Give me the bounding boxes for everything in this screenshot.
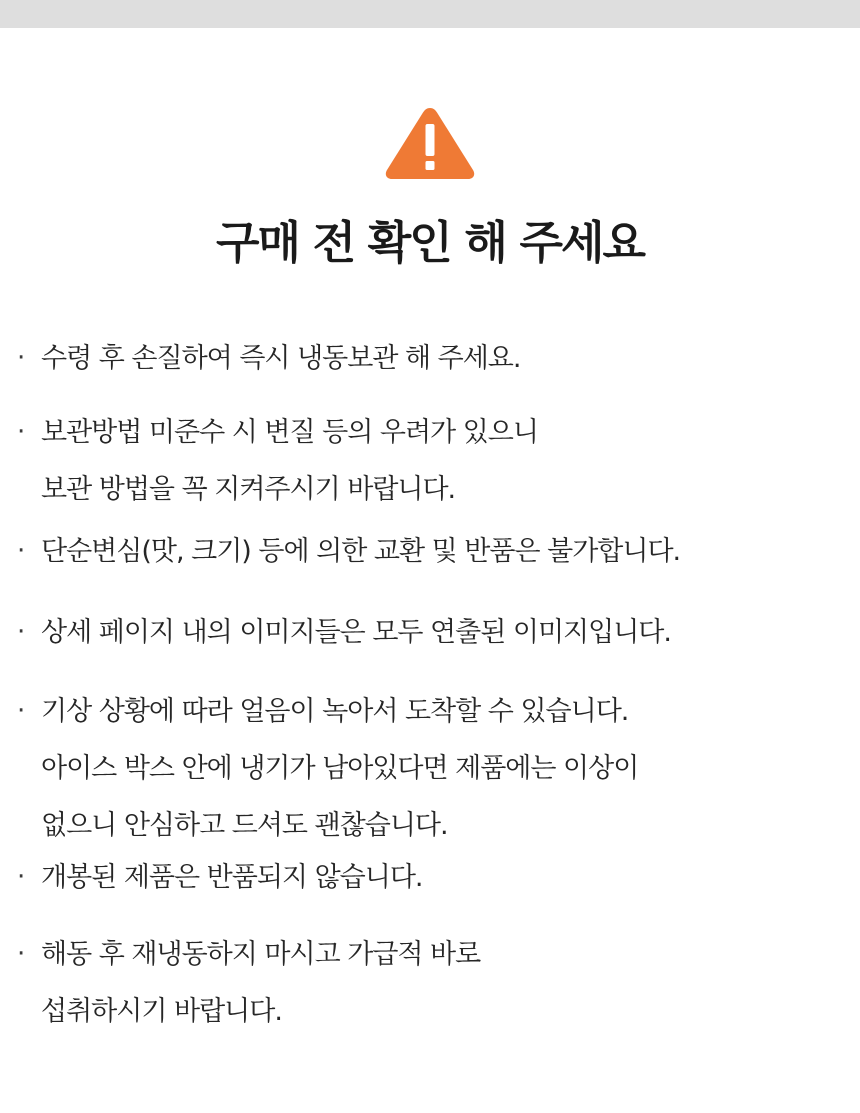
notice-line: 기상 상황에 따라 얼음이 녹아서 도착할 수 있습니다.	[41, 696, 629, 727]
bullet: ·	[17, 939, 26, 969]
notice-line: 수령 후 손질하여 즉시 냉동보관 해 주세요.	[41, 343, 521, 374]
warning-triangle-icon	[382, 104, 478, 180]
bullet: ·	[17, 417, 26, 447]
top-bar	[0, 0, 860, 28]
notice-line: 아이스 박스 안에 냉기가 남아있다면 제품에는 이상이	[41, 753, 639, 784]
notice-line: 보관방법 미준수 시 변질 등의 우려가 있으니	[41, 417, 538, 448]
notice-line: 섭취하시기 바랍니다.	[41, 996, 282, 1027]
notice-line: 단순변심(맛, 크기) 등에 의한 교환 및 반품은 불가합니다.	[41, 536, 681, 567]
notice-line: 해동 후 재냉동하지 마시고 가급적 바로	[41, 939, 481, 970]
bullet: ·	[17, 617, 26, 647]
page-title: 구매 전 확인 해 주세요	[216, 216, 644, 269]
bullet: ·	[17, 696, 26, 726]
notice-line: 없으니 안심하고 드셔도 괜찮습니다.	[41, 810, 448, 841]
bullet: ·	[17, 536, 26, 566]
notice-line: 상세 페이지 내의 이미지들은 모두 연출된 이미지입니다.	[41, 617, 671, 648]
bullet: ·	[17, 862, 26, 892]
warning-icon-wrap	[0, 104, 860, 180]
notice-line: 보관 방법을 꼭 지켜주시기 바랍니다.	[41, 474, 456, 505]
bullet: ·	[17, 343, 26, 373]
notice-line: 개봉된 제품은 반품되지 않습니다.	[41, 862, 423, 893]
